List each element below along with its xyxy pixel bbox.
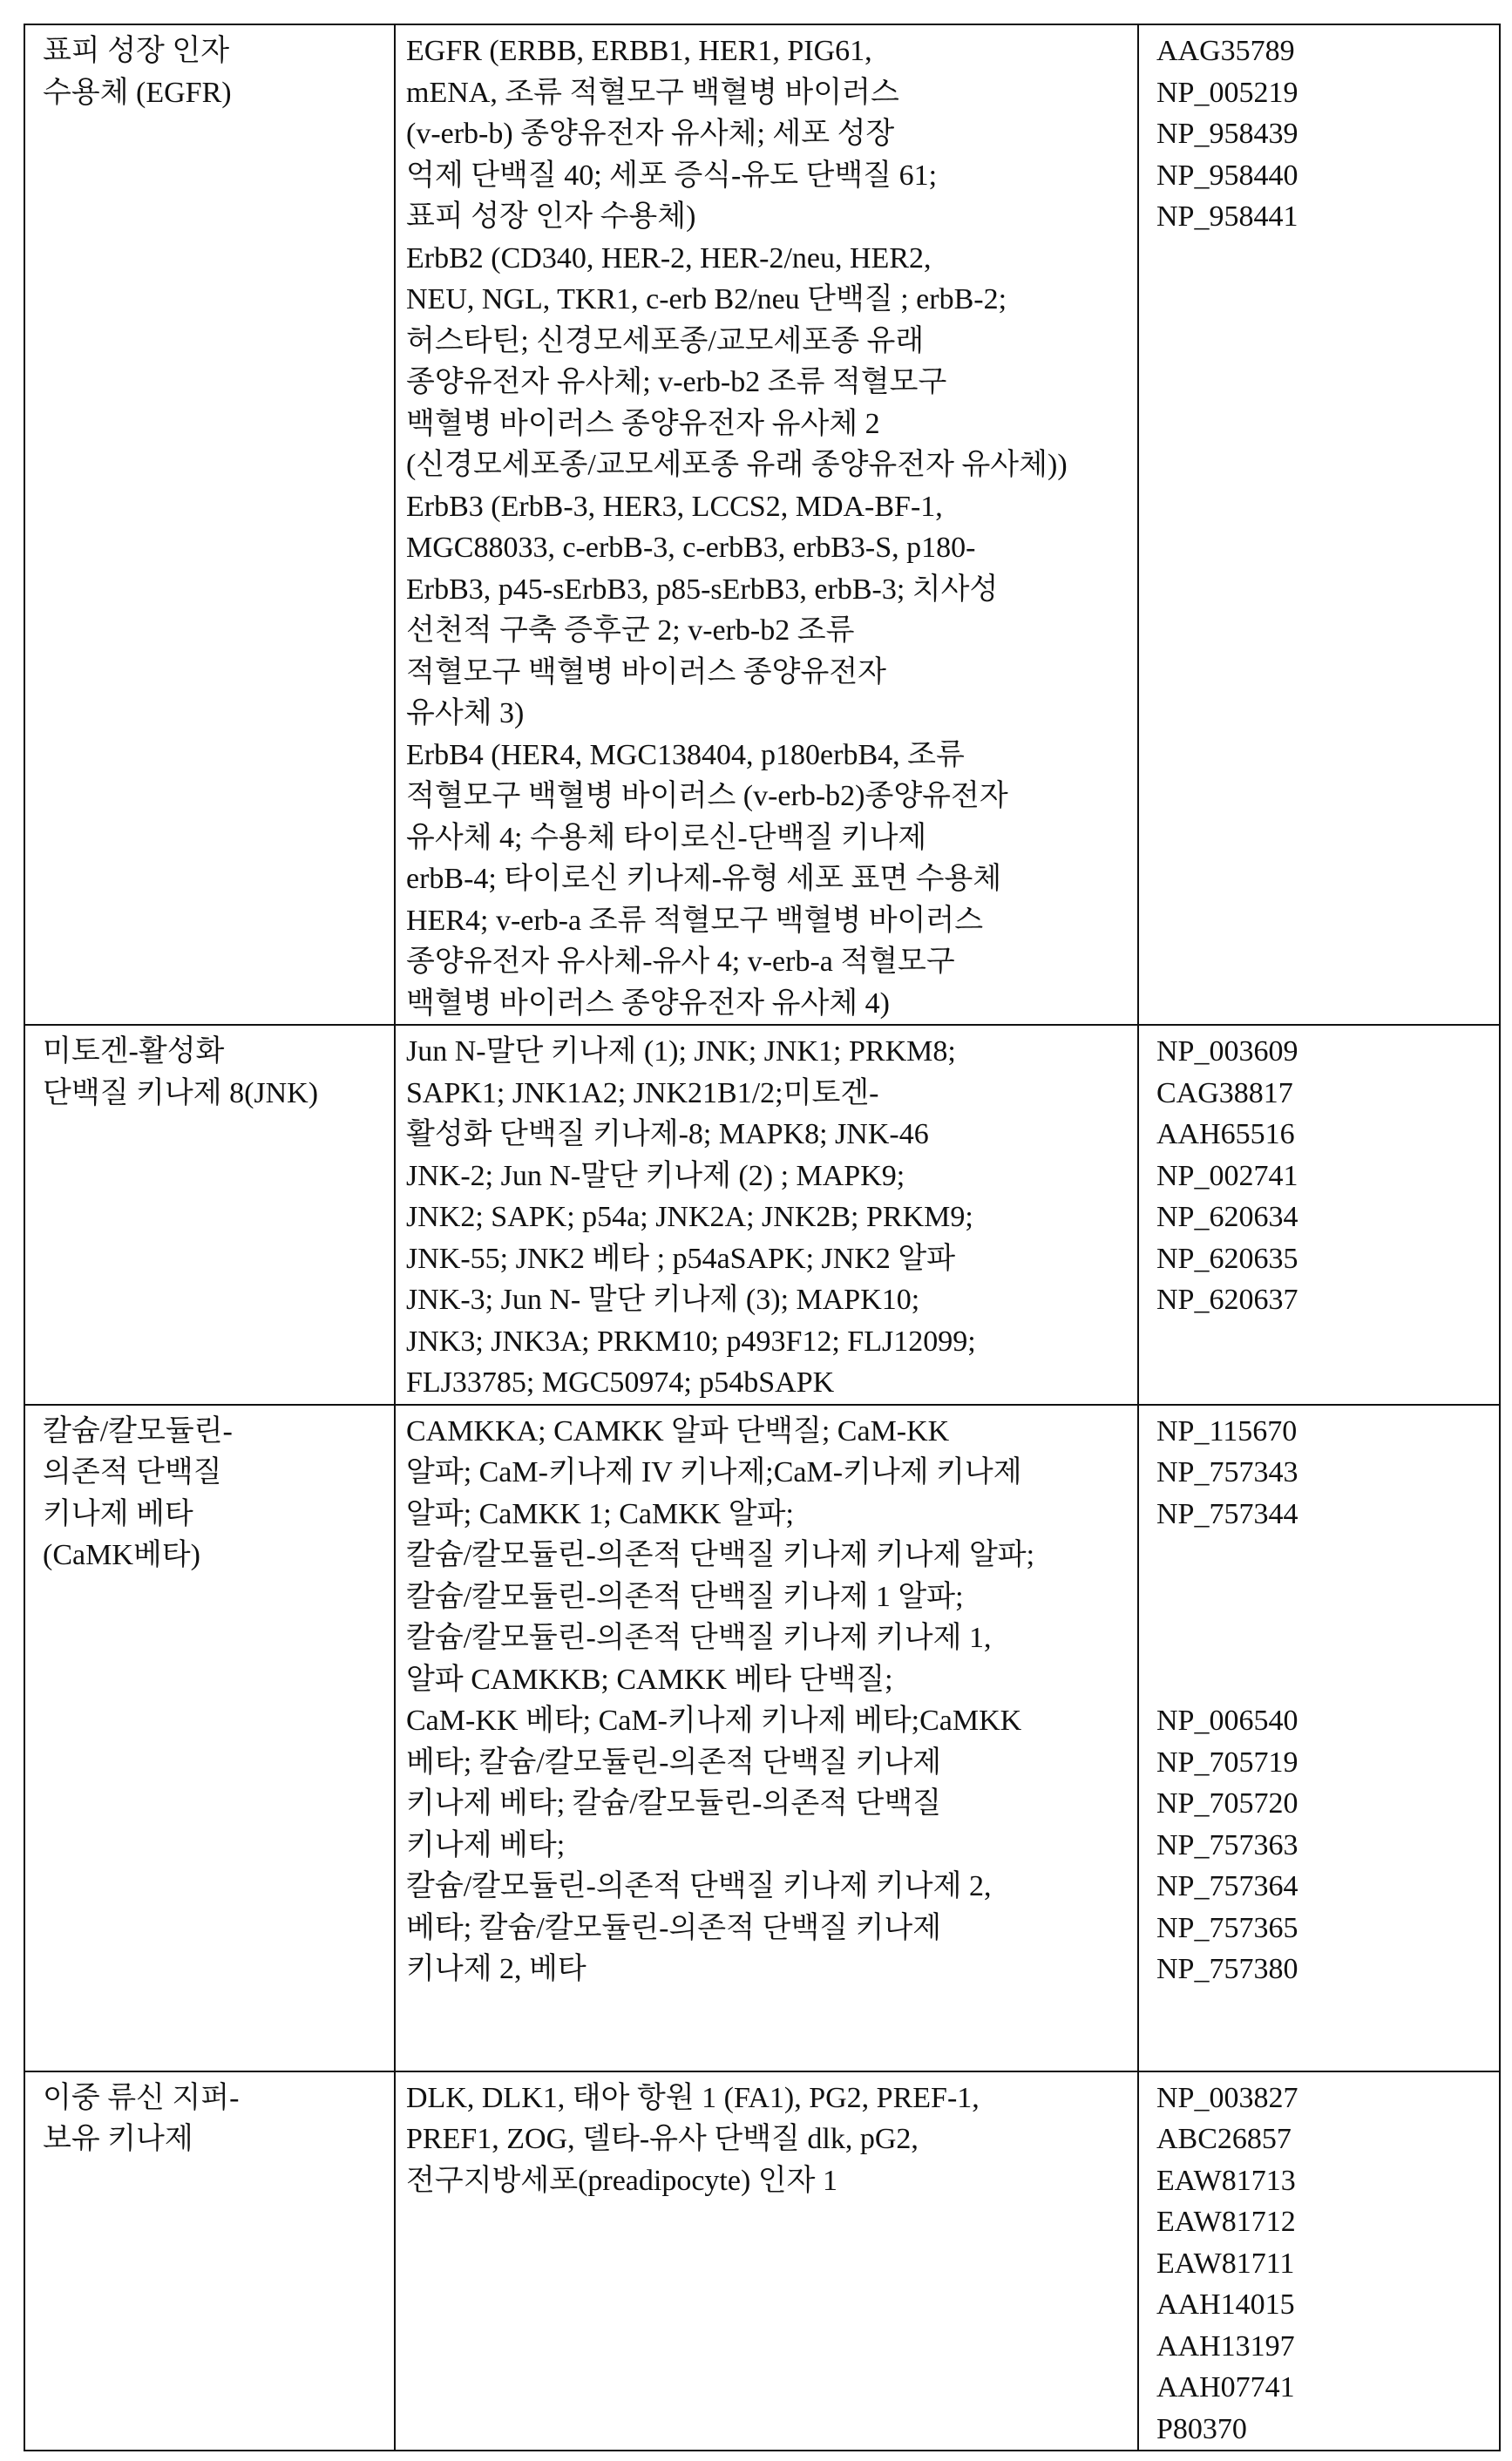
- protein-name-line: (CaMK베타): [43, 1535, 394, 1576]
- synonyms-cell: [395, 1025, 1138, 1405]
- synonym-line: SAPK1; JNK1A2; JNK21B1/2;미토겐-: [406, 1073, 1137, 1115]
- synonym-line: PREF1, ZOG, 델타-유사 단백질 dlk, pG2,: [406, 2119, 1137, 2160]
- synonym-line: 억제 단백질 40; 세포 증식-유도 단백질 61;: [406, 155, 1137, 197]
- protein-name-line: 미토겐-활성화: [43, 1031, 394, 1073]
- protein-name-line: 이중 류신 지퍼-: [43, 2078, 394, 2119]
- accession-id: NP_705719: [1156, 1742, 1499, 1784]
- synonym-line: ErbB3 (ErbB-3, HER3, LCCS2, MDA-BF-1,: [406, 486, 1137, 528]
- synonym-line: 적혈모구 백혈병 바이러스 (v-erb-b2)종양유전자: [406, 776, 1137, 817]
- synonym-line: 칼슘/칼모듈린-의존적 단백질 키나제 키나제 알파;: [406, 1535, 1137, 1576]
- synonym-line: 활성화 단백질 키나제-8; MAPK8; JNK-46: [406, 1114, 1137, 1156]
- synonym-line: JNK3; JNK3A; PRKM10; p493F12; FLJ12099;: [406, 1321, 1137, 1363]
- accession-id: NP_620637: [1156, 1279, 1499, 1321]
- synonyms-cell: [395, 24, 1138, 1025]
- synonym-line: ErbB4 (HER4, MGC138404, p180erbB4, 조류: [406, 735, 1137, 776]
- synonym-line: 백혈병 바이러스 종양유전자 유사체 2: [406, 403, 1137, 445]
- accession-id: NP_005219: [1156, 72, 1499, 114]
- synonym-line: mENA, 조류 적혈모구 백혈병 바이러스: [406, 72, 1137, 114]
- accession-ids-cell: [1138, 1025, 1500, 1405]
- synonym-line: EGFR (ERBB, ERBB1, HER1, PIG61,: [406, 31, 1137, 72]
- accession-id: NP_620635: [1156, 1238, 1499, 1280]
- accession-id: AAH14015: [1156, 2284, 1499, 2326]
- synonym-line: MGC88033, c-erbB-3, c-erbB3, erbB3-S, p180-: [406, 527, 1137, 569]
- accession-id: NP_003827: [1156, 2078, 1499, 2119]
- synonym-line: 허스타틴; 신경모세포종/교모세포종 유래: [406, 321, 1137, 363]
- protein-name-cell: [24, 1405, 395, 2071]
- synonym-line: 전구지방세포(preadipocyte) 인자 1: [406, 2160, 1137, 2202]
- synonym-line: CAMKKA; CAMKK 알파 단백질; CaM-KK: [406, 1411, 1137, 1453]
- synonyms-cell: [395, 2071, 1138, 2451]
- synonym-line: 알파; CaMKK 1; CaMKK 알파;: [406, 1494, 1137, 1536]
- synonym-line: 표피 성장 인자 수용체): [406, 196, 1137, 238]
- accession-id: NP_006540: [1156, 1700, 1499, 1742]
- synonym-line: 칼슘/칼모듈린-의존적 단백질 키나제 1 알파;: [406, 1576, 1137, 1618]
- accession-id: ABC26857: [1156, 2119, 1499, 2160]
- protein-table: [24, 24, 1501, 2451]
- synonym-line: JNK2; SAPK; p54a; JNK2A; JNK2B; PRKM9;: [406, 1197, 1137, 1238]
- synonym-line: ErbB3, p45-sErbB3, p85-sErbB3, erbB-3; 치사성: [406, 569, 1137, 611]
- protein-name-cell: [24, 1025, 395, 1405]
- synonym-line: 칼슘/칼모듈린-의존적 단백질 키나제 키나제 1,: [406, 1617, 1137, 1659]
- accession-id: EAW81713: [1156, 2160, 1499, 2202]
- synonyms-cell: [395, 1405, 1138, 2071]
- accession-id: CAG38817: [1156, 1073, 1499, 1115]
- accession-ids-cell: [1138, 2071, 1500, 2451]
- synonym-line: 적혈모구 백혈병 바이러스 종양유전자: [406, 652, 1137, 694]
- accession-id: AAH07741: [1156, 2367, 1499, 2409]
- accession-id: NP_958440: [1156, 155, 1499, 197]
- protein-name-line: 수용체 (EGFR): [43, 72, 394, 114]
- synonym-line: ErbB2 (CD340, HER-2, HER-2/neu, HER2,: [406, 238, 1137, 280]
- table-row: [24, 1405, 1500, 2071]
- accession-id: NP_958439: [1156, 113, 1499, 155]
- synonym-line: DLK, DLK1, 태아 항원 1 (FA1), PG2, PREF-1,: [406, 2078, 1137, 2119]
- accession-id: AAG35789: [1156, 31, 1499, 72]
- accession-ids-cell: [1138, 1405, 1500, 2071]
- accession-id: EAW81711: [1156, 2243, 1499, 2285]
- accession-id: NP_115670: [1156, 1411, 1499, 1453]
- accession-id: AAH13197: [1156, 2326, 1499, 2368]
- synonym-line: CaM-KK 베타; CaM-키나제 키나제 베타;CaMKK: [406, 1700, 1137, 1742]
- synonym-line: JNK-55; JNK2 베타 ; p54aSAPK; JNK2 알파: [406, 1238, 1137, 1280]
- synonym-line: (v-erb-b) 종양유전자 유사체; 세포 성장: [406, 113, 1137, 155]
- synonym-line: 종양유전자 유사체-유사 4; v-erb-a 적혈모구: [406, 941, 1137, 983]
- synonym-line: Jun N-말단 키나제 (1); JNK; JNK1; PRKM8;: [406, 1031, 1137, 1073]
- accession-id: NP_757363: [1156, 1825, 1499, 1867]
- synonym-line: 백혈병 바이러스 종양유전자 유사체 4): [406, 983, 1137, 1025]
- synonym-line: 알파; CaM-키나제 IV 키나제;CaM-키나제 키나제: [406, 1452, 1137, 1494]
- accession-id: NP_757343: [1156, 1452, 1499, 1494]
- synonym-line: 알파 CAMKKB; CAMKK 베타 단백질;: [406, 1659, 1137, 1701]
- accession-id: AAH65516: [1156, 1114, 1499, 1156]
- accession-id: NP_705720: [1156, 1783, 1499, 1825]
- synonym-line: 키나제 베타; 칼슘/칼모듈린-의존적 단백질: [406, 1783, 1137, 1825]
- synonym-line: 키나제 2, 베타: [406, 1949, 1137, 1990]
- accession-id: NP_958441: [1156, 196, 1499, 238]
- protein-name-line: 보유 키나제: [43, 2119, 394, 2160]
- synonym-line: HER4; v-erb-a 조류 적혈모구 백혈병 바이러스: [406, 900, 1137, 942]
- accession-id: NP_002741: [1156, 1156, 1499, 1197]
- protein-name-line: 칼슘/칼모듈린-: [43, 1411, 394, 1453]
- synonym-line: erbB-4; 타이로신 키나제-유형 세포 표면 수용체: [406, 858, 1137, 900]
- synonym-line: 유사체 4; 수용체 타이로신-단백질 키나제: [406, 817, 1137, 859]
- accession-id: NP_757365: [1156, 1908, 1499, 1949]
- protein-name-line: 의존적 단백질: [43, 1452, 394, 1494]
- table-row: [24, 24, 1500, 1025]
- synonym-line: 베타; 칼슘/칼모듈린-의존적 단백질 키나제: [406, 1908, 1137, 1949]
- synonym-line: JNK-3; Jun N- 말단 키나제 (3); MAPK10;: [406, 1279, 1137, 1321]
- synonym-line: NEU, NGL, TKR1, c-erb B2/neu 단백질 ; erbB-2;: [406, 279, 1137, 321]
- spacer: [1156, 1535, 1499, 1700]
- accession-id: NP_757380: [1156, 1949, 1499, 1990]
- accession-id: EAW81712: [1156, 2201, 1499, 2243]
- protein-name-line: 표피 성장 인자: [43, 31, 394, 72]
- table-row: [24, 1025, 1500, 1405]
- synonym-line: 칼슘/칼모듈린-의존적 단백질 키나제 키나제 2,: [406, 1866, 1137, 1908]
- accession-id: NP_003609: [1156, 1031, 1499, 1073]
- synonym-line: 키나제 베타;: [406, 1825, 1137, 1867]
- protein-name-line: 키나제 베타: [43, 1494, 394, 1536]
- synonym-line: FLJ33785; MGC50974; p54bSAPK: [406, 1362, 1137, 1404]
- protein-name-cell: [24, 2071, 395, 2451]
- table-body: [24, 24, 1500, 2451]
- synonym-line: JNK-2; Jun N-말단 키나제 (2) ; MAPK9;: [406, 1156, 1137, 1197]
- synonym-line: (신경모세포종/교모세포종 유래 종양유전자 유사체)): [406, 444, 1137, 486]
- accession-id: P80370: [1156, 2409, 1499, 2451]
- synonym-line: 종양유전자 유사체; v-erb-b2 조류 적혈모구: [406, 362, 1137, 403]
- synonym-line: 선천적 구축 증후군 2; v-erb-b2 조류: [406, 610, 1137, 652]
- protein-name-line: 단백질 키나제 8(JNK): [43, 1073, 394, 1115]
- synonym-line: 베타; 칼슘/칼모듈린-의존적 단백질 키나제: [406, 1742, 1137, 1784]
- accession-id: NP_757364: [1156, 1866, 1499, 1908]
- accession-id: NP_757344: [1156, 1494, 1499, 1536]
- synonym-line: 유사체 3): [406, 693, 1137, 735]
- accession-ids-cell: [1138, 24, 1500, 1025]
- accession-id: NP_620634: [1156, 1197, 1499, 1238]
- protein-name-cell: [24, 24, 395, 1025]
- table-row: [24, 2071, 1500, 2451]
